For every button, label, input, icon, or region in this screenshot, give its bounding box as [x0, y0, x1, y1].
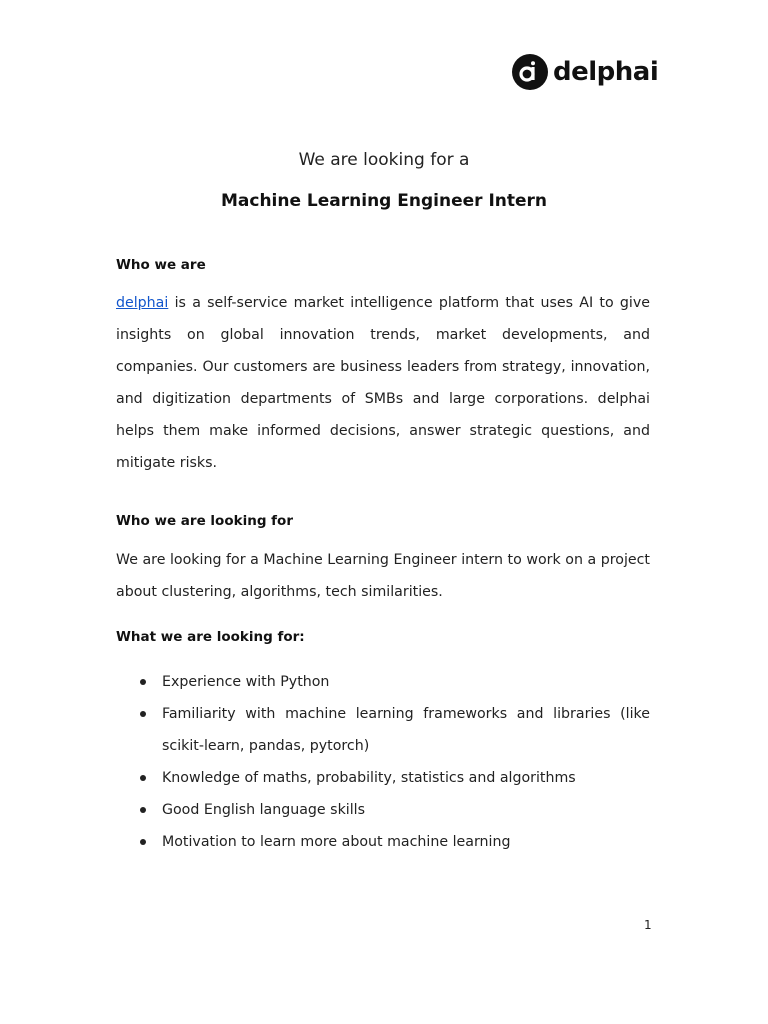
- who-we-are-text: is a self-service market intelligence platform that uses AI to give insights on global innovation trends, market developments, and companies. Our customers are business leaders from strategy, innovation, and digitization departments of SMBs and large corporations. delphai helps them make informed decisions, answer strategic questions, and mitigate risks.: [116, 295, 650, 471]
- who-we-are-paragraph: [116, 287, 650, 479]
- list-item: Knowledge of maths, probability, statistics and algorithms: [116, 762, 650, 794]
- list-item: Experience with Python: [116, 666, 650, 698]
- requirements-list: [116, 666, 650, 858]
- list-item: Good English language skills: [116, 794, 650, 826]
- job-title: Machine Learning Engineer Intern: [220, 191, 548, 211]
- list-item: Motivation to learn more about machine learning: [116, 826, 650, 858]
- who-we-are-looking-for-heading: Who we are looking for: [116, 513, 293, 529]
- bullet-icon: [140, 807, 146, 813]
- what-we-are-looking-for-heading: What we are looking for:: [116, 629, 305, 645]
- page-number: 1: [644, 918, 652, 932]
- delphai-logo-icon: [512, 54, 548, 90]
- looking-for-paragraph: We are looking for a Machine Learning Engineer intern to work on a project about clustering, algorithms, tech similarities.: [116, 552, 650, 600]
- bullet-icon: [140, 711, 146, 717]
- bullet-icon: [140, 839, 146, 845]
- intro-line: We are looking for a: [298, 150, 470, 170]
- list-item: Familiarity with machine learning frameworks and libraries (like scikit-learn, pandas, pytorch): [116, 698, 650, 762]
- company-logo: [512, 54, 658, 90]
- delphai-link[interactable]: delphai: [116, 295, 169, 311]
- who-we-are-heading: Who we are: [116, 257, 206, 273]
- bullet-icon: [140, 679, 146, 685]
- bullet-icon: [140, 775, 146, 781]
- logo-wordmark: delphai: [553, 57, 659, 87]
